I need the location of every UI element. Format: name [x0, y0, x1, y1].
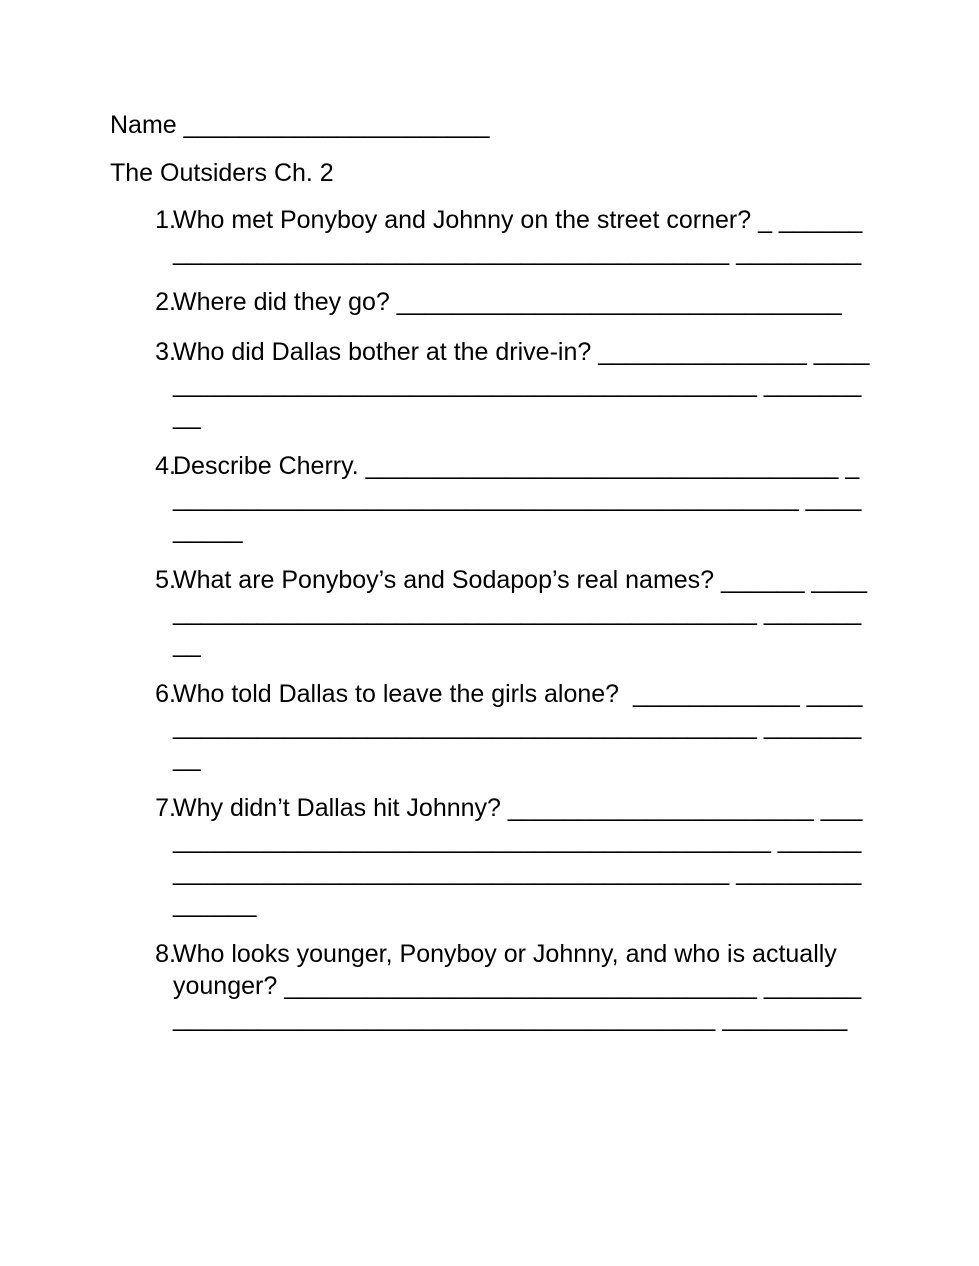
question-number: 1.: [155, 206, 176, 234]
question-body: [173, 678, 870, 774]
answer-blank[interactable]: ________________________________: [396, 288, 842, 316]
question-number: 8.: [155, 940, 176, 968]
list-item: [110, 204, 870, 268]
list-item: [110, 564, 870, 660]
answer-blank[interactable]: ______________________ ______________________________________________ ______________________________________________ _______________: [173, 794, 863, 918]
question-text: Who looks younger, Ponyboy or Johnny, and who is actually younger?: [173, 940, 844, 1000]
name-field-line: Name ______________________: [110, 111, 490, 139]
list-item: [110, 938, 870, 1034]
question-body: [173, 336, 870, 432]
question-body: [173, 204, 870, 268]
question-number: 3.: [155, 338, 176, 366]
question-text: Who told Dallas to leave the girls alone?: [173, 680, 633, 708]
question-body: [173, 564, 870, 660]
answer-blank[interactable]: __________________________________ ______________________________________________ _________: [173, 452, 862, 544]
question-body: [173, 938, 870, 1034]
list-item: [110, 792, 870, 920]
list-item: [110, 450, 870, 546]
question-number: 4.: [155, 452, 176, 480]
answer-blank[interactable]: ______ ______________________________________________ _________: [173, 566, 868, 658]
answer-blank[interactable]: ____________ ______________________________________________ _________: [173, 680, 863, 772]
question-text: Who met Ponyboy and Johnny on the street corner?: [173, 206, 759, 234]
question-body: [173, 450, 870, 546]
question-text: Describe Cherry.: [173, 452, 366, 480]
answer-blank[interactable]: __________________________________ ______________________________________________ _________: [173, 972, 862, 1032]
answer-blank[interactable]: _______________ ______________________________________________ _________: [173, 338, 870, 430]
question-body: [173, 286, 870, 318]
list-item: [110, 678, 870, 774]
question-number: 2.: [155, 288, 176, 316]
list-item: [110, 286, 870, 318]
list-item: [110, 336, 870, 432]
question-number: 5.: [155, 566, 176, 594]
question-text: Who did Dallas bother at the drive-in?: [173, 338, 599, 366]
question-text: Where did they go?: [173, 288, 397, 316]
question-list: [110, 204, 870, 1034]
page-title: The Outsiders Ch. 2: [110, 159, 334, 187]
question-body: [173, 792, 870, 920]
question-text: What are Ponyboy’s and Sodapop’s real names?: [173, 566, 722, 594]
answer-blank[interactable]: _ ______________________________________________ _________: [173, 206, 863, 266]
question-text: Why didn’t Dallas hit Johnny?: [173, 794, 508, 822]
question-number: 7.: [155, 794, 176, 822]
question-number: 6.: [155, 680, 176, 708]
document-body: [110, 108, 870, 1052]
